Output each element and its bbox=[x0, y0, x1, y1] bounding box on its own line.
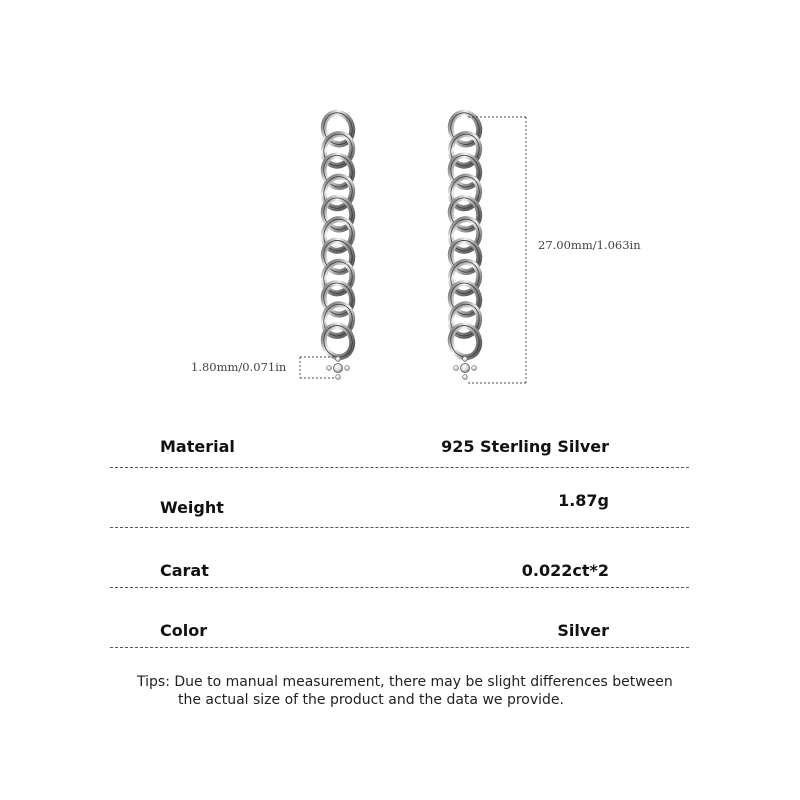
length-dimension-label: 27.00mm/1.063in bbox=[538, 238, 641, 252]
spec-row-carat bbox=[110, 527, 689, 588]
spec-value: 925 Sterling Silver bbox=[441, 437, 609, 456]
spec-row-material bbox=[110, 407, 689, 468]
left-earring-stone bbox=[327, 357, 350, 380]
spec-value: 1.87g bbox=[558, 491, 609, 510]
spec-row-color bbox=[110, 587, 689, 648]
measurement-tips bbox=[137, 673, 697, 709]
spec-value: 0.022ct*2 bbox=[521, 561, 609, 580]
tips-line-2: the actual size of the product and the data we provide. bbox=[178, 692, 564, 708]
spec-label: Carat bbox=[160, 561, 209, 580]
spec-row-weight bbox=[110, 467, 689, 528]
spec-label: Material bbox=[160, 437, 235, 456]
spec-label: Color bbox=[160, 621, 208, 640]
spec-label: Weight bbox=[160, 498, 224, 517]
spec-value: Silver bbox=[557, 621, 609, 640]
left-earring-chain bbox=[320, 109, 356, 361]
right-earring-chain bbox=[447, 109, 483, 361]
right-earring-stone bbox=[454, 357, 477, 380]
stone-dimension-label: 1.80mm/0.071in bbox=[191, 360, 287, 374]
tips-line-1: Tips: Due to manual measurement, there may be slight differences between bbox=[137, 674, 673, 690]
